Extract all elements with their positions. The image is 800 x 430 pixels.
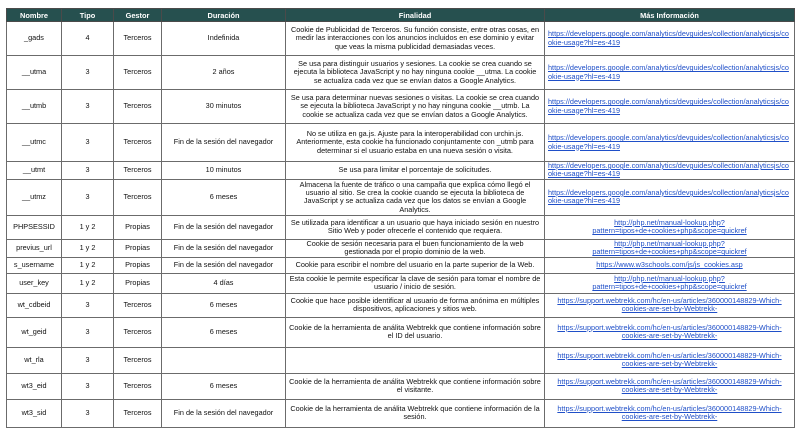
cell-finalidad: No se utiliza en ga.js. Ajuste para la interoperabilidad con urchin.js. Anteriormente, esta cookie ha funcionado conjuntamente con _utmb para determinar si el usuario estaba en una nueva sesión o visita.	[286, 124, 545, 162]
cell-gestor: Propias	[114, 273, 162, 293]
cell-tipo: 3	[62, 56, 114, 90]
cell-gestor: Propias	[114, 257, 162, 273]
cell-finalidad: Esta cookie le permite especificar la clave de sesión para tomar el nombre de usuario / inicio de sesión.	[286, 273, 545, 293]
cell-mas-informacion	[545, 179, 795, 215]
cell-finalidad: Almacena la fuente de tráfico o una campaña que explica cómo llegó el usuario al sitio. Se crea la cookie cuando se ejecuta la biblioteca de JavaScript y se actualiza cada vez que los datos se envían a Google Analytics.	[286, 179, 545, 215]
cell-mas-informacion	[545, 399, 795, 427]
more-info-link[interactable]: https://developers.google.com/analytics/devguides/collection/analyticsjs/cookie-usage?hl=es-419	[548, 29, 789, 47]
cell-duracion: 6 meses	[162, 317, 286, 347]
cell-mas-informacion	[545, 293, 795, 317]
table-row	[7, 317, 795, 347]
cell-tipo: 1 y 2	[62, 239, 114, 257]
cell-finalidad: Cookie de Publicidad de Terceros. Su función consiste, entre otras cosas, en medir las interacciones con los anuncios incluidos en ese dominio y evitar que veas la misma publicidad demasiadas veces.	[286, 22, 545, 56]
cell-gestor: Terceros	[114, 179, 162, 215]
cell-nombre: previus_url	[7, 239, 62, 257]
cell-tipo: 3	[62, 317, 114, 347]
column-header-finalidad: Finalidad	[286, 9, 545, 22]
more-info-link[interactable]: https://support.webtrekk.com/hc/en-us/articles/360000148829-Which-cookies-are-set-by-Webtrekk-	[557, 403, 782, 422]
column-header-duracion: Duración	[162, 9, 286, 22]
cell-finalidad	[286, 347, 545, 373]
more-info-link[interactable]: http://php.net/manual-lookup.php?pattern=tipos+de+cookies+php&scope=quickref	[592, 273, 747, 292]
cell-tipo: 3	[62, 162, 114, 180]
cell-mas-informacion	[545, 90, 795, 124]
cell-finalidad: Cookie que hace posible identificar al usuario de forma anónima en múltiples dispositivos, aplicaciones y sitios web.	[286, 293, 545, 317]
column-header-gestor: Gestor	[114, 9, 162, 22]
cell-gestor: Terceros	[114, 90, 162, 124]
cell-mas-informacion	[545, 317, 795, 347]
cell-tipo: 3	[62, 124, 114, 162]
cell-mas-informacion	[545, 162, 795, 180]
table-row	[7, 293, 795, 317]
cell-finalidad: Se usa para determinar nuevas sesiones o visitas. La cookie se crea cuando se ejecuta la biblioteca JavaScript y no hay ninguna cookie __utmb. La cookie se actualiza cada vez que se envían datos a Google Analytics.	[286, 90, 545, 124]
cell-nombre: __utmz	[7, 179, 62, 215]
table-header	[7, 9, 795, 22]
cell-finalidad: Cookie para escribir el nombre del usuario en la parte superior de la Web.	[286, 257, 545, 273]
cell-mas-informacion	[545, 56, 795, 90]
cell-nombre: s_username	[7, 257, 62, 273]
cell-duracion: 10 minutos	[162, 162, 286, 180]
cell-gestor: Propias	[114, 239, 162, 257]
cell-mas-informacion	[545, 215, 795, 239]
cell-mas-informacion	[545, 373, 795, 399]
more-info-link[interactable]: http://php.net/manual-lookup.php?pattern=tipos+de+cookies+php&scope=quickref	[592, 239, 747, 257]
cell-nombre: __utmc	[7, 124, 62, 162]
cell-nombre: wt_geid	[7, 317, 62, 347]
more-info-link[interactable]: https://www.w3schools.com/js/js_cookies.asp	[596, 260, 743, 270]
cell-tipo: 3	[62, 90, 114, 124]
table-row	[7, 90, 795, 124]
cell-duracion: 30 minutos	[162, 90, 286, 124]
cell-finalidad: Cookie de la herramienta de análita Webtrekk que contiene información sobre el visitante.	[286, 373, 545, 399]
cell-gestor: Terceros	[114, 22, 162, 56]
table-row	[7, 56, 795, 90]
cell-tipo: 1 y 2	[62, 215, 114, 239]
cookies-table	[6, 8, 795, 428]
cell-mas-informacion	[545, 273, 795, 293]
more-info-link[interactable]: https://support.webtrekk.com/hc/en-us/articles/360000148829-Which-cookies-are-set-by-Webtrekk-	[557, 295, 782, 314]
more-info-link[interactable]: https://support.webtrekk.com/hc/en-us/articles/360000148829-Which-cookies-are-set-by-Webtrekk-	[557, 350, 782, 369]
table-row	[7, 162, 795, 180]
table-row	[7, 22, 795, 56]
more-info-link[interactable]: https://developers.google.com/analytics/devguides/collection/analyticsjs/cookie-usage?hl=es-419	[548, 187, 789, 206]
table-row	[7, 179, 795, 215]
cell-finalidad: Se utilizada para identificar a un usuario que haya iniciado sesión en nuestro Sitio Web y poder ofrecerle el contenido que requiera.	[286, 215, 545, 239]
cell-duracion: Indefinida	[162, 22, 286, 56]
more-info-link[interactable]: https://support.webtrekk.com/hc/en-us/articles/360000148829-Which-cookies-are-set-by-Webtrekk-	[557, 322, 782, 341]
more-info-link[interactable]: http://php.net/manual-lookup.php?pattern=tipos+de+cookies+php&scope=quickref	[592, 217, 747, 236]
cell-nombre: __utma	[7, 56, 62, 90]
cell-duracion: 6 meses	[162, 373, 286, 399]
cell-nombre: wt3_sid	[7, 399, 62, 427]
cell-tipo: 1 y 2	[62, 257, 114, 273]
cell-tipo: 3	[62, 293, 114, 317]
cell-duracion: Fin de la sesión del navegador	[162, 399, 286, 427]
cell-mas-informacion	[545, 22, 795, 56]
cell-gestor: Terceros	[114, 317, 162, 347]
cell-nombre: user_key	[7, 273, 62, 293]
cell-mas-informacion	[545, 239, 795, 257]
cell-nombre: PHPSESSID	[7, 215, 62, 239]
cell-finalidad: Cookie de la herramienta de análita Webtrekk que contiene información sobre el ID del usuario.	[286, 317, 545, 347]
cell-tipo: 1 y 2	[62, 273, 114, 293]
cell-gestor: Terceros	[114, 162, 162, 180]
cell-gestor: Terceros	[114, 347, 162, 373]
cell-nombre: wt3_eid	[7, 373, 62, 399]
table-row	[7, 239, 795, 257]
more-info-link[interactable]: https://developers.google.com/analytics/devguides/collection/analyticsjs/cookie-usage?hl=es-419	[548, 97, 789, 115]
table-row	[7, 273, 795, 293]
table-row	[7, 215, 795, 239]
more-info-link[interactable]: https://support.webtrekk.com/hc/en-us/articles/360000148829-Which-cookies-are-set-by-Webtrekk-	[557, 376, 782, 395]
cell-gestor: Terceros	[114, 56, 162, 90]
table-row	[7, 399, 795, 427]
cell-nombre: _gads	[7, 22, 62, 56]
cell-gestor: Terceros	[114, 293, 162, 317]
column-header-nombre: Nombre	[7, 9, 62, 22]
cell-duracion: Fin de la sesión del navegador	[162, 257, 286, 273]
cell-gestor: Terceros	[114, 373, 162, 399]
column-header-tipo: Tipo	[62, 9, 114, 22]
cell-duracion	[162, 347, 286, 373]
cell-nombre: __utmt	[7, 162, 62, 180]
cell-nombre: wt_cdbeid	[7, 293, 62, 317]
cell-duracion: Fin de la sesión del navegador	[162, 215, 286, 239]
cell-mas-informacion	[545, 347, 795, 373]
cell-duracion: 2 años	[162, 56, 286, 90]
cell-duracion: Fin de la sesión del navegador	[162, 124, 286, 162]
cell-finalidad: Se usa para distinguir usuarios y sesiones. La cookie se crea cuando se ejecuta la biblioteca JavaScript y no hay ninguna cookie __utma. La cookie se actualiza cada vez que se envían datos a Google Analytics.	[286, 56, 545, 90]
cell-tipo: 3	[62, 373, 114, 399]
cell-duracion: 4 días	[162, 273, 286, 293]
more-info-link[interactable]: https://developers.google.com/analytics/devguides/collection/analyticsjs/cookie-usage?hl=es-419	[548, 133, 789, 151]
cell-finalidad: Cookie de sesión necesaria para el buen funcionamiento de la web gestionada por el propio dominio de la web.	[286, 239, 545, 257]
table-row	[7, 124, 795, 162]
table-row	[7, 373, 795, 399]
table-row	[7, 257, 795, 273]
cell-mas-informacion	[545, 124, 795, 162]
cell-nombre: __utmb	[7, 90, 62, 124]
cell-finalidad: Se usa para limitar el porcentaje de solicitudes.	[286, 162, 545, 180]
cell-duracion: 6 meses	[162, 179, 286, 215]
cell-tipo: 3	[62, 179, 114, 215]
more-info-link[interactable]: https://developers.google.com/analytics/devguides/collection/analyticsjs/cookie-usage?hl=es-419	[548, 161, 789, 179]
cell-gestor: Terceros	[114, 124, 162, 162]
cell-mas-informacion	[545, 257, 795, 273]
cell-gestor: Terceros	[114, 399, 162, 427]
cell-tipo: 3	[62, 399, 114, 427]
cell-gestor: Propias	[114, 215, 162, 239]
cell-finalidad: Cookie de la herramienta de análita Webtrekk que contiene información de la sesión.	[286, 399, 545, 427]
cell-nombre: wt_rla	[7, 347, 62, 373]
more-info-link[interactable]: https://developers.google.com/analytics/devguides/collection/analyticsjs/cookie-usage?hl=es-419	[548, 63, 789, 81]
cell-tipo: 3	[62, 347, 114, 373]
cell-tipo: 4	[62, 22, 114, 56]
column-header-mas-informacion: Más Información	[545, 9, 795, 22]
cell-duracion: Fin de la sesión del navegador	[162, 239, 286, 257]
cell-duracion: 6 meses	[162, 293, 286, 317]
table-row	[7, 347, 795, 373]
table-body	[7, 22, 795, 428]
header-row	[7, 9, 795, 22]
